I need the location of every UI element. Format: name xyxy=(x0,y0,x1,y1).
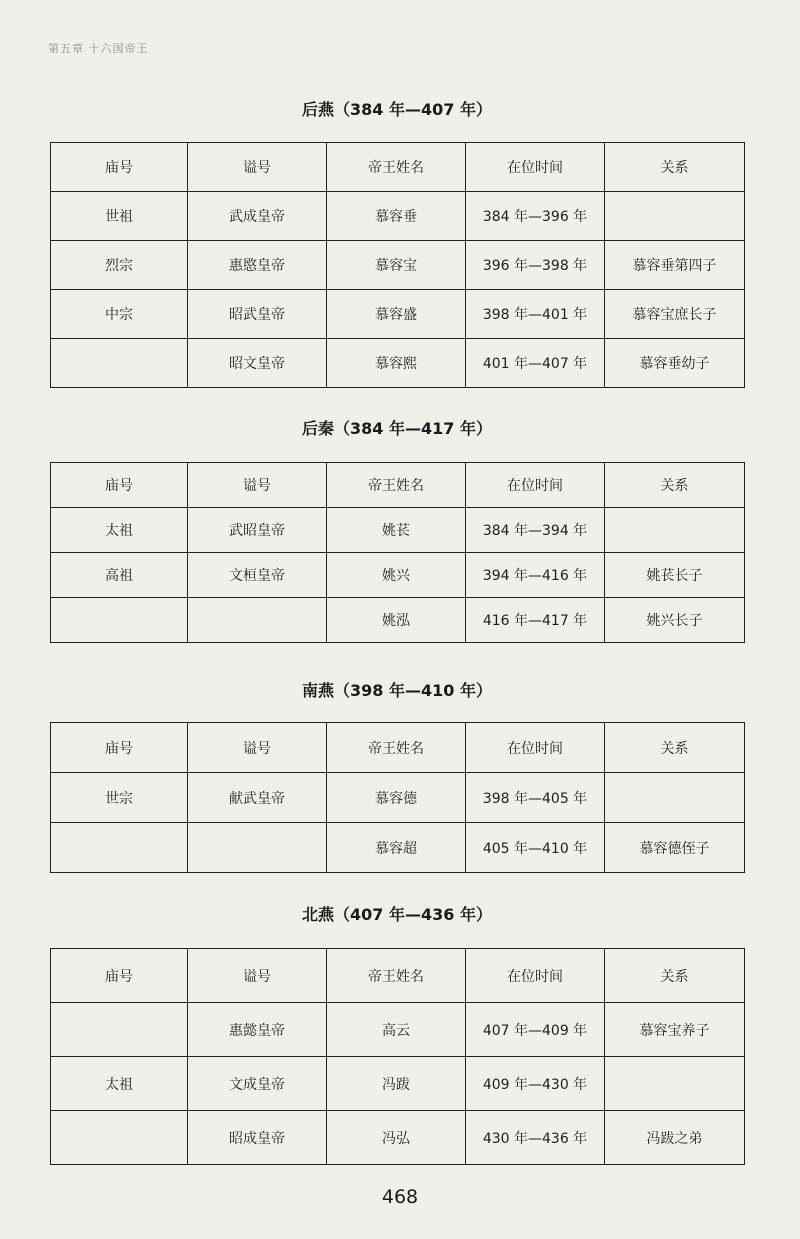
table-cell: 384 年—396 年 xyxy=(466,192,605,241)
table-cell: 武昭皇帝 xyxy=(188,508,327,553)
table-cell: 慕容垂第四子 xyxy=(605,241,745,290)
table-cell xyxy=(605,508,745,553)
reign-table xyxy=(50,948,745,1165)
table-cell: 405 年—410 年 xyxy=(466,823,605,873)
table-cell: 慕容宝 xyxy=(327,241,466,290)
table-cell: 世宗 xyxy=(51,773,188,823)
table-cell: 396 年—398 年 xyxy=(466,241,605,290)
table-row xyxy=(51,823,745,873)
table-row xyxy=(51,241,745,290)
table-cell: 401 年—407 年 xyxy=(466,339,605,388)
table-cell: 407 年—409 年 xyxy=(466,1003,605,1057)
reign-table xyxy=(50,462,745,643)
column-header: 关系 xyxy=(605,143,745,192)
table-cell: 姚兴 xyxy=(327,553,466,598)
table-header-row xyxy=(51,143,745,192)
section-title: 南燕（398 年—410 年） xyxy=(302,681,492,700)
column-header: 庙号 xyxy=(51,949,188,1003)
table-cell: 416 年—417 年 xyxy=(466,598,605,643)
table-cell: 430 年—436 年 xyxy=(466,1111,605,1165)
table-cell: 慕容宝养子 xyxy=(605,1003,745,1057)
table-row xyxy=(51,192,745,241)
table-cell: 慕容宝庶长子 xyxy=(605,290,745,339)
column-header: 谥号 xyxy=(188,463,327,508)
column-header: 帝王姓名 xyxy=(327,463,466,508)
column-header: 关系 xyxy=(605,723,745,773)
table-cell: 394 年—416 年 xyxy=(466,553,605,598)
table-cell xyxy=(188,598,327,643)
section-southern-yan xyxy=(50,676,744,873)
column-header: 在位时间 xyxy=(466,949,605,1003)
table-cell: 398 年—405 年 xyxy=(466,773,605,823)
table-cell: 冯跋之弟 xyxy=(605,1111,745,1165)
column-header: 谥号 xyxy=(188,949,327,1003)
table-cell: 太祖 xyxy=(51,1057,188,1111)
column-header: 关系 xyxy=(605,463,745,508)
column-header: 谥号 xyxy=(188,723,327,773)
table-cell: 惠愍皇帝 xyxy=(188,241,327,290)
table-cell: 慕容垂 xyxy=(327,192,466,241)
table-cell: 昭文皇帝 xyxy=(188,339,327,388)
table-cell: 慕容德侄子 xyxy=(605,823,745,873)
table-cell: 昭武皇帝 xyxy=(188,290,327,339)
table-cell xyxy=(51,339,188,388)
table-cell: 文桓皇帝 xyxy=(188,553,327,598)
column-header: 在位时间 xyxy=(466,723,605,773)
column-header: 帝王姓名 xyxy=(327,723,466,773)
table-row xyxy=(51,290,745,339)
table-header-row xyxy=(51,723,745,773)
table-cell: 世祖 xyxy=(51,192,188,241)
table-cell: 384 年—394 年 xyxy=(466,508,605,553)
table-row xyxy=(51,1003,745,1057)
reign-table xyxy=(50,142,745,388)
table-cell xyxy=(605,773,745,823)
table-cell: 高云 xyxy=(327,1003,466,1057)
reign-table xyxy=(50,722,745,873)
table-header-row xyxy=(51,949,745,1003)
table-cell: 昭成皇帝 xyxy=(188,1111,327,1165)
page-number: 468 xyxy=(381,1186,419,1208)
table-cell: 姚泓 xyxy=(327,598,466,643)
running-header: 第五章 十六国帝王 xyxy=(48,42,149,55)
table-cell xyxy=(605,1057,745,1111)
table-cell: 慕容超 xyxy=(327,823,466,873)
column-header: 谥号 xyxy=(188,143,327,192)
section-later-yan xyxy=(50,95,744,388)
table-cell: 文成皇帝 xyxy=(188,1057,327,1111)
section-title: 后秦（384 年—417 年） xyxy=(302,419,492,438)
table-cell: 慕容熙 xyxy=(327,339,466,388)
table-row xyxy=(51,339,745,388)
column-header: 帝王姓名 xyxy=(327,949,466,1003)
table-header-row xyxy=(51,463,745,508)
table-cell: 慕容盛 xyxy=(327,290,466,339)
column-header: 关系 xyxy=(605,949,745,1003)
section-later-qin xyxy=(50,414,744,643)
table-cell: 姚兴长子 xyxy=(605,598,745,643)
table-cell xyxy=(51,1111,188,1165)
table-cell: 姚苌长子 xyxy=(605,553,745,598)
table-row xyxy=(51,553,745,598)
column-header: 在位时间 xyxy=(466,143,605,192)
table-cell: 献武皇帝 xyxy=(188,773,327,823)
table-row xyxy=(51,1111,745,1165)
table-cell xyxy=(51,598,188,643)
column-header: 帝王姓名 xyxy=(327,143,466,192)
column-header: 在位时间 xyxy=(466,463,605,508)
table-cell: 409 年—430 年 xyxy=(466,1057,605,1111)
table-row xyxy=(51,598,745,643)
table-cell: 武成皇帝 xyxy=(188,192,327,241)
table-row xyxy=(51,1057,745,1111)
section-title: 北燕（407 年—436 年） xyxy=(302,905,492,924)
section-title: 后燕（384 年—407 年） xyxy=(302,100,492,119)
table-cell xyxy=(188,823,327,873)
table-cell: 冯弘 xyxy=(327,1111,466,1165)
column-header: 庙号 xyxy=(51,723,188,773)
table-cell xyxy=(51,823,188,873)
table-cell: 姚苌 xyxy=(327,508,466,553)
table-cell xyxy=(605,192,745,241)
table-cell: 惠懿皇帝 xyxy=(188,1003,327,1057)
table-row xyxy=(51,773,745,823)
table-cell: 冯跋 xyxy=(327,1057,466,1111)
column-header: 庙号 xyxy=(51,463,188,508)
table-cell xyxy=(51,1003,188,1057)
table-cell: 中宗 xyxy=(51,290,188,339)
table-cell: 慕容德 xyxy=(327,773,466,823)
table-cell: 烈宗 xyxy=(51,241,188,290)
table-row xyxy=(51,508,745,553)
column-header: 庙号 xyxy=(51,143,188,192)
table-cell: 太祖 xyxy=(51,508,188,553)
table-cell: 慕容垂幼子 xyxy=(605,339,745,388)
table-cell: 高祖 xyxy=(51,553,188,598)
section-northern-yan xyxy=(50,900,744,1165)
table-cell: 398 年—401 年 xyxy=(466,290,605,339)
